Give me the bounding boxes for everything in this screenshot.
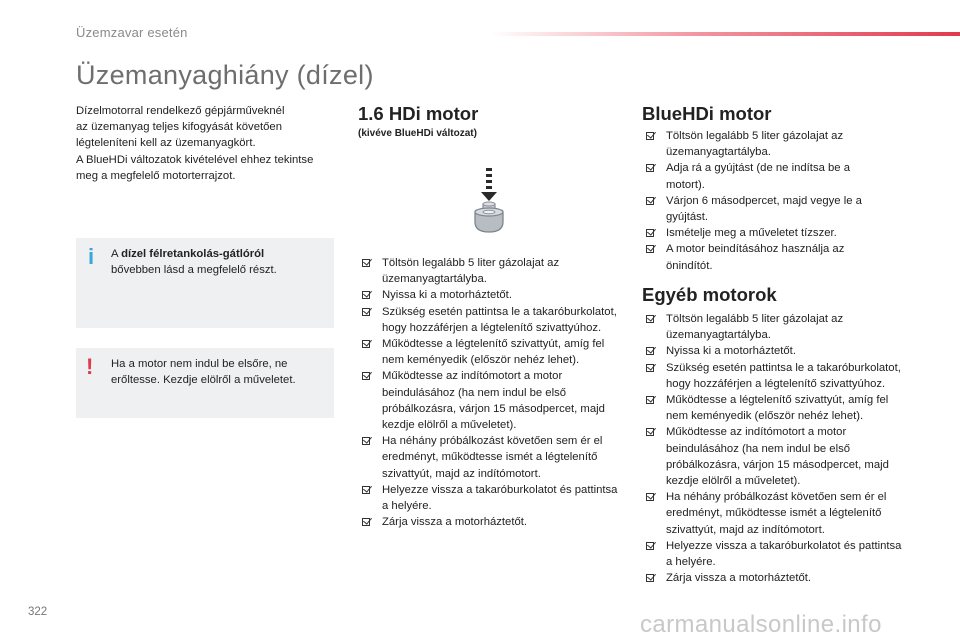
list-item-text: Működtesse az indítómotort a motor beindulásához (ha nem indul be első próbálkozásra, várjon 15 másodpercet, majd kezdje elölről a műveletet). (382, 370, 605, 432)
header-section-title: Üzemzavar esetén (76, 25, 188, 40)
intro-line: meg a megfelelő motorterrajzot. (76, 169, 236, 182)
checkbox-icon (362, 291, 370, 299)
list-item (358, 287, 620, 303)
info-box (76, 238, 334, 328)
list-item-text: Nyissa ki a motorháztetőt. (666, 345, 796, 358)
checkbox-icon (646, 493, 654, 501)
checkbox-icon (646, 229, 654, 237)
checkbox-icon (646, 315, 654, 323)
checkbox-icon (362, 486, 370, 494)
list-item-text: Zárja vissza a motorháztetőt. (382, 516, 528, 529)
list-item-text: Adja rá a gyújtást (de ne indítsa be a motort). (666, 162, 851, 191)
checkbox-icon (646, 364, 654, 372)
page-number: 322 (28, 606, 48, 618)
watermark: carmanualsonline.info (640, 611, 882, 638)
hdi-subheading: (kivéve BlueHDi változat) (358, 128, 477, 139)
list-item (358, 482, 620, 514)
hdi-heading: 1.6 HDi motor (358, 103, 479, 124)
warning-box-text: Ha a motor nem indul be elsőre, ne erőltesse. Kezdje elölről a műveletet. (111, 358, 296, 387)
checkbox-icon (362, 437, 370, 445)
intro-line: A BlueHDi változatok kivételével ehhez tekintse (76, 153, 314, 166)
checkbox-icon (362, 518, 370, 526)
checkbox-icon (646, 245, 654, 253)
list-item (358, 514, 620, 530)
other-engines-steps (642, 311, 904, 586)
info-icon: i (88, 244, 95, 269)
intro-line: az üzemanyag teljes kifogyását követően (76, 121, 282, 134)
list-item (358, 255, 620, 287)
list-item (642, 343, 904, 359)
list-item (642, 392, 904, 424)
info-box-bold: dízel félretankolás-gátlóról (121, 248, 265, 260)
list-item-text: Működtesse a légtelenítő szivattyút, amíg fel nem keményedik (először nehéz lehet). (666, 394, 889, 423)
intro-line: légteleníteni kell az üzemanyagkört. (76, 137, 256, 150)
page-title: Üzemanyaghiány (dízel) (76, 60, 374, 90)
list-item (642, 424, 904, 489)
list-item (642, 570, 904, 586)
list-item (358, 433, 620, 482)
checkbox-icon (362, 259, 370, 267)
intro-line: Dízelmotorral rendelkező gépjárműveknél (76, 105, 285, 117)
list-item (642, 193, 892, 225)
list-item-text: A motor beindításához használja az önindítót. (666, 243, 845, 272)
checkbox-icon (646, 132, 654, 140)
hdi-steps (358, 255, 620, 530)
list-item-text: Működtesse az indítómotort a motor beindulásához (ha nem indul be első próbálkozásra, várjon 15 másodpercet, majd kezdje elölről a műveletet). (666, 426, 889, 488)
list-item (642, 160, 892, 192)
list-item (358, 304, 620, 336)
list-item-text: Szükség esetén pattintsa le a takaróburkolatot, hogy hozzáférjen a légtelenítő szivattyúhoz. (666, 361, 901, 390)
list-item-text: Ismételje meg a műveletet tízszer. (666, 227, 837, 240)
info-box-prefix: A (111, 248, 122, 260)
fuel-pump-bulb-icon (466, 166, 512, 238)
checkbox-icon (646, 347, 654, 355)
checkbox-icon (362, 340, 370, 348)
warning-icon: ! (86, 354, 94, 379)
list-item-text: Ha néhány próbálkozást követően sem ér el eredményt, működtesse ismét a légtelenítő szivattyút, majd az indítómotort. (666, 491, 887, 536)
checkbox-icon (646, 396, 654, 404)
list-item-text: Töltsön legalább 5 liter gázolajat az üzemanyagtartályba. (666, 130, 844, 159)
warning-box (76, 348, 334, 418)
list-item (642, 489, 904, 538)
list-item (642, 128, 892, 160)
list-item-text: Szükség esetén pattintsa le a takaróburkolatot, hogy hozzáférjen a légtelenítő szivattyúhoz. (382, 305, 617, 334)
list-item (358, 368, 620, 433)
list-item-text: Helyezze vissza a takaróburkolatot és pattintsa a helyére. (666, 539, 902, 569)
info-box-text (111, 246, 326, 278)
header-accent-bar (490, 32, 960, 36)
checkbox-icon (646, 164, 654, 172)
bluehdi-steps (642, 128, 892, 274)
list-item (642, 225, 892, 241)
list-item (642, 241, 892, 273)
list-item-text: Zárja vissza a motorháztetőt. (666, 572, 812, 585)
list-item (642, 311, 904, 343)
bluehdi-heading: BlueHDi motor (642, 103, 772, 124)
list-item (642, 538, 904, 570)
checkbox-icon (646, 428, 654, 436)
list-item-text: Várjon 6 másodpercet, majd vegye le a gyújtást. (666, 194, 862, 224)
checkbox-icon (362, 372, 370, 380)
checkbox-icon (646, 197, 654, 205)
list-item (642, 360, 904, 392)
list-item-text: Ha néhány próbálkozást követően sem ér el eredményt, működtesse ismét a légtelenítő szivattyút, majd az indítómotort. (382, 435, 603, 480)
list-item-text: Helyezze vissza a takaróburkolatot és pattintsa a helyére. (382, 483, 618, 513)
list-item-text: Nyissa ki a motorháztetőt. (382, 289, 512, 302)
list-item (358, 336, 620, 368)
checkbox-icon (646, 574, 654, 582)
info-box-rest: bővebben lásd a megfelelő részt. (111, 264, 277, 277)
list-item-text: Működtesse a légtelenítő szivattyút, amíg fel nem keményedik (először nehéz lehet). (382, 338, 605, 367)
checkbox-icon (646, 542, 654, 550)
intro-paragraph (76, 103, 344, 184)
checkbox-icon (362, 308, 370, 316)
list-item-text: Töltsön legalább 5 liter gázolajat az üzemanyagtartályba. (666, 313, 844, 342)
other-engines-heading: Egyéb motorok (642, 284, 777, 305)
list-item-text: Töltsön legalább 5 liter gázolajat az üzemanyagtartályba. (382, 257, 560, 286)
